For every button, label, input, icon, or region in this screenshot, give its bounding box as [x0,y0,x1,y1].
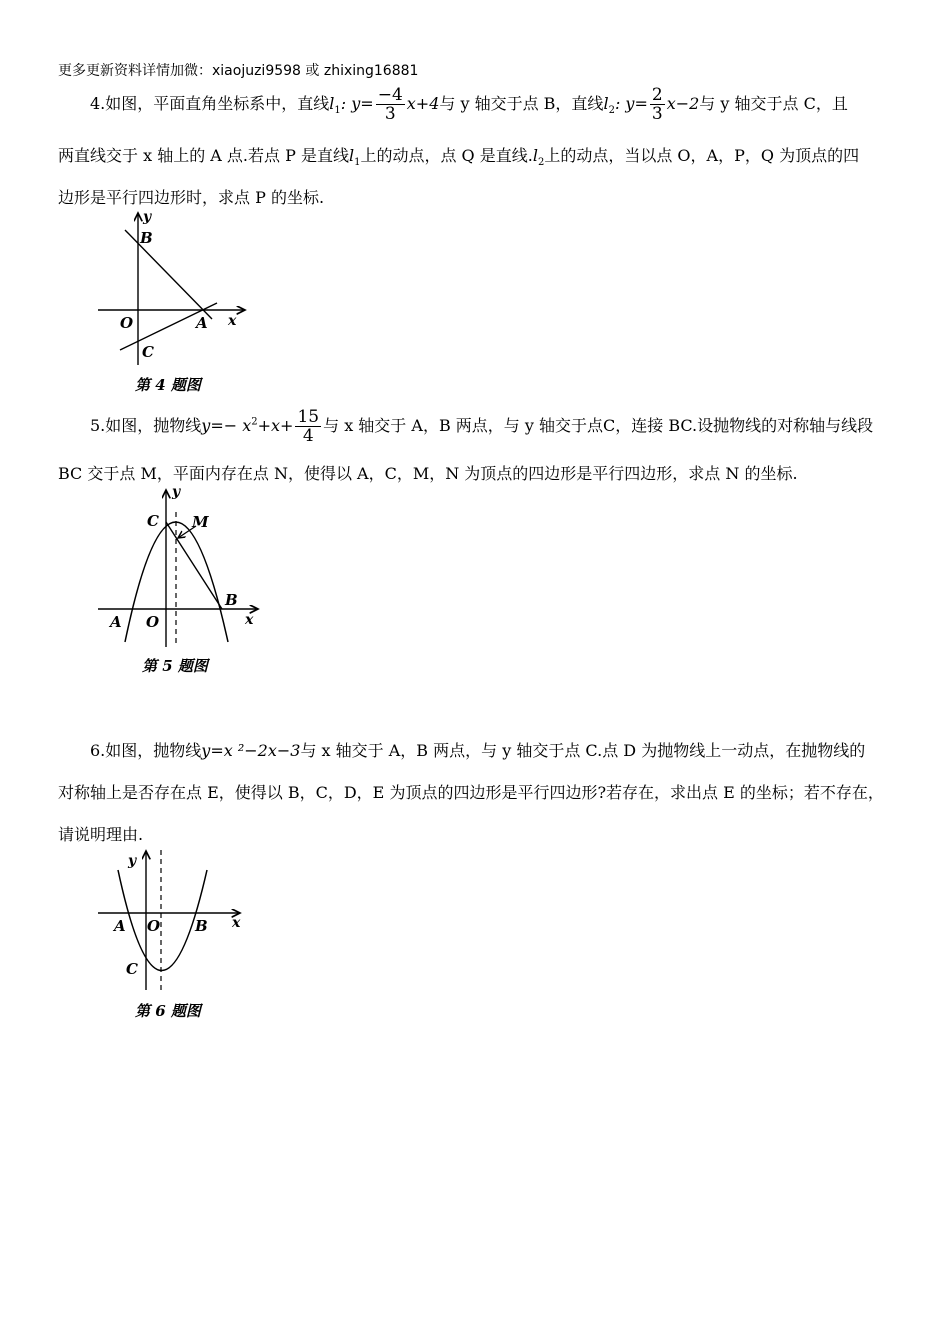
parabola [118,870,207,971]
figure-4 [90,205,260,400]
l1-den: 3 [384,104,396,124]
caption-6: 第 6 题图 [135,1002,201,1020]
q4-line-2 [58,146,859,173]
q6-text: 6.如图，抛物线 [90,741,202,760]
q5-den: 4 [302,426,314,446]
l-name: l [532,146,538,165]
label-O: O [147,917,161,935]
l2-eq-a: : y= [614,94,648,113]
l-sub: 1 [354,157,361,169]
q6-line-1 [90,741,865,761]
q6-line-3: 请说明理由. [58,825,144,844]
label-y: y [143,209,152,225]
q4-text: 上的动点，点 Q 是直线. [360,146,533,165]
l2-den: 3 [651,104,663,124]
label-O: O [146,613,160,631]
label-B: B [195,917,208,935]
q4-text: 上的动点，当以点 O，A，P，Q 为顶点的四 [544,146,860,165]
q5-eq-a: y=− x [201,416,252,435]
label-A: A [196,314,208,332]
label-B: B [140,229,153,247]
label-O: O [120,314,134,332]
label-C: C [126,960,138,978]
l1-sub: 1 [334,105,341,117]
header-note: 更多更新资料详情加微：xiaojuzi9598 或 zhixing16881 [58,63,419,79]
q4-text: 与 y 轴交于点 B，直线 [439,94,604,113]
label-y: y [172,484,181,500]
label-A: A [110,613,122,631]
caption-4: 第 4 题图 [135,376,201,394]
label-C: C [142,343,154,361]
l-name: l [348,146,355,165]
label-x: x [232,915,241,931]
label-x: x [245,612,254,628]
q4-text: 两直线交于 x 轴上的 A 点.若点 P 是直线 [58,146,349,165]
q5-line-1 [90,408,873,445]
q6-eq: y=x ²−2x−3 [201,741,301,760]
caption-5: 第 5 题图 [142,657,208,675]
label-x: x [228,313,237,329]
q5-fraction [295,408,321,445]
q6-text: 与 x 轴交于 A，B 两点，与 y 轴交于点 C.点 D 为抛物线上一动点，在抛物线的 [300,741,866,760]
q6-line-2: 对称轴上是否存在点 E，使得以 B，C，D，E 为顶点的四边形是平行四边形?若存在，求出点 E 的坐标；若不存在， [58,783,884,802]
l2-sub: 2 [608,105,615,117]
l-sub: 2 [537,157,545,169]
q5-eq-b: +x+ [257,416,294,435]
q5-text: 5.如图，抛物线 [90,416,202,435]
segment-BC [166,522,222,609]
figure-5 [90,482,270,682]
q5-num: 15 [297,407,320,427]
label-y: y [128,853,137,869]
q4-text: 4.如图，平面直角坐标系中，直线 [90,94,330,113]
l1-num: −4 [377,85,403,105]
l1-eq-a: : y= [340,94,374,113]
l2-fraction [650,86,665,123]
q5-eq-sup: 2 [251,416,258,428]
l1-eq-b: x+4 [406,94,440,113]
l2-eq-b: x−2 [666,94,700,113]
q5-line-2: BC 交于点 M，平面内存在点 N，使得以 A，C，M，N 为顶点的四边形是平行四边形，求点 N 的坐标. [58,464,798,483]
q5-text: 与 x 轴交于 A，B 两点，与 y 轴交于点C，连接 BC.设抛物线的对称轴与线段 [323,416,874,435]
label-C: C [147,512,159,530]
q4-line-1 [90,86,848,123]
q4-line-3: 边形是平行四边形时，求点 P 的坐标. [58,188,325,207]
label-A: A [114,917,126,935]
label-B: B [225,591,238,609]
figure-6 [90,845,260,1030]
l2-num: 2 [651,85,663,105]
l2-name: l [603,94,609,113]
q4-text: 与 y 轴交于点 C，且 [699,94,848,113]
l1-fraction [376,86,405,123]
label-M: M [192,513,209,531]
l1-name: l [329,94,335,113]
